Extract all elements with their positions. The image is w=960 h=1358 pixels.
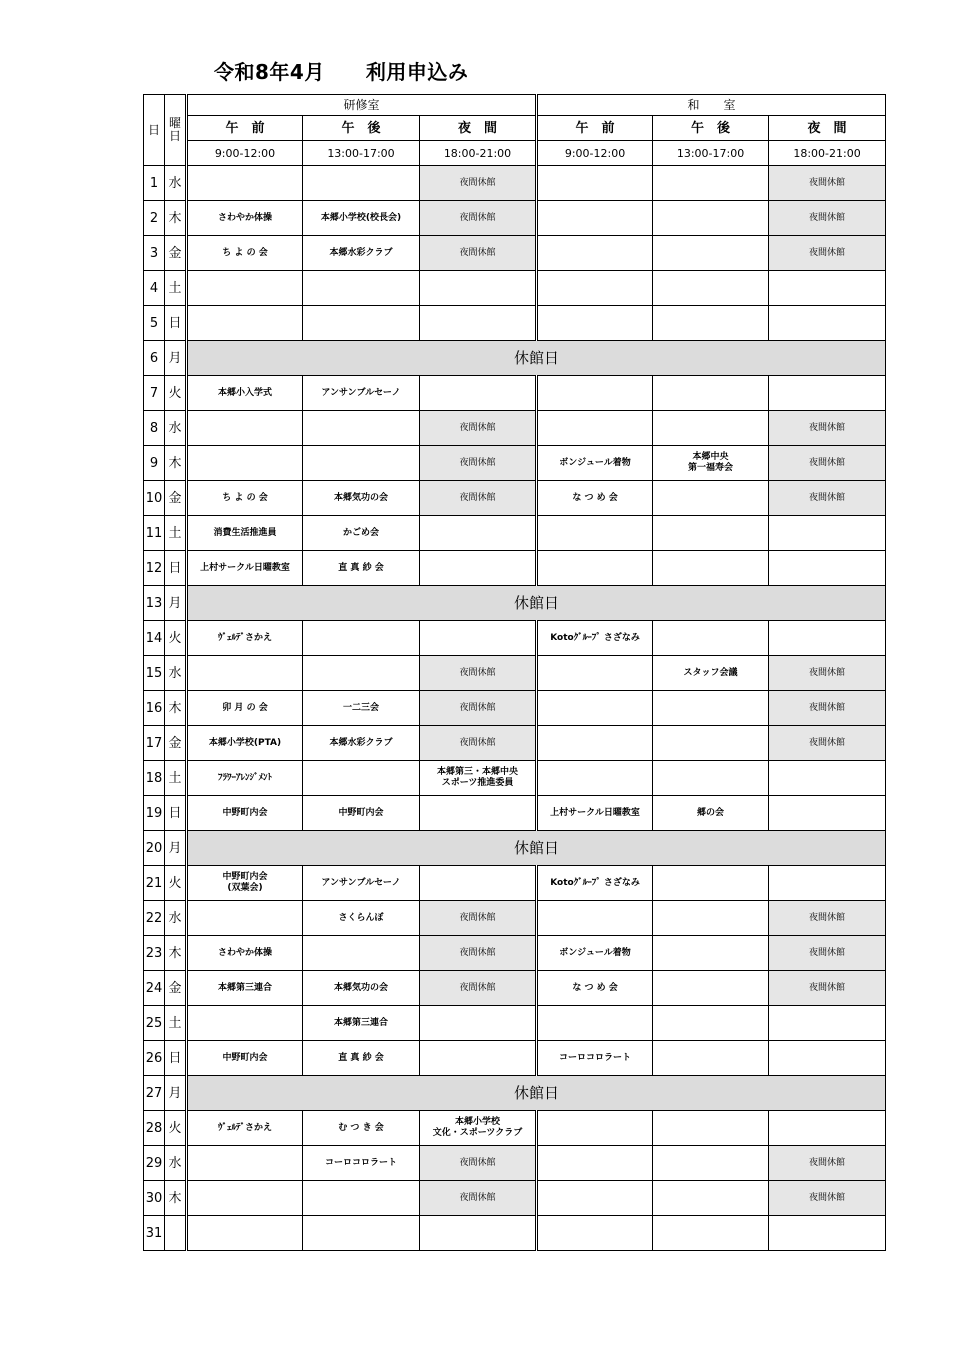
booking-cell[interactable] <box>537 411 653 446</box>
slot-time-header: 9:00-12:00 <box>187 141 303 166</box>
day-row <box>144 1146 886 1181</box>
booking-cell[interactable] <box>420 866 537 901</box>
night-closed-cell[interactable]: 夜間休館 <box>769 481 886 516</box>
booking-cell[interactable] <box>537 901 653 936</box>
night-closed-cell[interactable]: 夜間休館 <box>769 446 886 481</box>
day-row <box>144 621 886 656</box>
day-number: 13 <box>144 586 165 621</box>
night-closed-cell[interactable]: 夜間休館 <box>769 726 886 761</box>
booking-cell[interactable] <box>653 901 769 936</box>
night-closed-cell[interactable]: 夜間休館 <box>420 1181 537 1216</box>
booking-cell[interactable] <box>653 691 769 726</box>
weekday: 日 <box>165 306 187 341</box>
night-closed-cell[interactable]: 夜間休館 <box>420 691 537 726</box>
booking-cell[interactable] <box>303 936 420 971</box>
weekday: 日 <box>165 1041 187 1076</box>
day-number: 10 <box>144 481 165 516</box>
booking-cell[interactable] <box>769 866 886 901</box>
day-row <box>144 1076 886 1111</box>
booking-cell[interactable]: Kotoｸﾞﾙｰﾌﾟ さざなみ <box>537 621 653 656</box>
night-closed-cell[interactable]: 夜間休館 <box>420 481 537 516</box>
night-closed-cell[interactable]: 夜間休館 <box>769 1146 886 1181</box>
booking-cell[interactable] <box>420 551 537 586</box>
closed-day-cell: 休館日 <box>187 586 886 621</box>
booking-cell[interactable] <box>537 761 653 796</box>
booking-cell[interactable] <box>653 166 769 201</box>
booking-cell[interactable] <box>187 901 303 936</box>
booking-cell[interactable] <box>187 271 303 306</box>
booking-cell[interactable]: ｳﾞｪﾙﾃﾞさかえ <box>187 1111 303 1146</box>
weekday: 水 <box>165 656 187 691</box>
day-number: 20 <box>144 831 165 866</box>
booking-cell[interactable] <box>653 621 769 656</box>
booking-cell[interactable] <box>769 306 886 341</box>
day-number: 19 <box>144 796 165 831</box>
day-row <box>144 481 886 516</box>
booking-cell[interactable]: 直 真 紗 会 <box>303 551 420 586</box>
booking-cell[interactable] <box>653 551 769 586</box>
booking-cell[interactable]: 本郷中央 第一福寿会 <box>653 446 769 481</box>
weekday: 火 <box>165 621 187 656</box>
weekday: 金 <box>165 481 187 516</box>
slot-name-header: 午 後 <box>653 116 769 141</box>
night-closed-cell[interactable]: 夜間休館 <box>769 656 886 691</box>
booking-cell[interactable] <box>653 271 769 306</box>
booking-cell[interactable]: ボンジュール着物 <box>537 936 653 971</box>
booking-cell[interactable] <box>303 411 420 446</box>
weekday: 火 <box>165 866 187 901</box>
booking-cell[interactable]: 中野町内会 (双葉会) <box>187 866 303 901</box>
night-closed-cell[interactable]: 夜間休館 <box>420 971 537 1006</box>
closed-day-cell: 休館日 <box>187 341 886 376</box>
booking-cell[interactable] <box>303 271 420 306</box>
night-closed-cell[interactable]: 夜間休館 <box>420 166 537 201</box>
booking-cell[interactable]: ボンジュール着物 <box>537 446 653 481</box>
slot-name-header: 午 前 <box>537 116 653 141</box>
night-closed-cell[interactable]: 夜間休館 <box>769 971 886 1006</box>
day-row <box>144 691 886 726</box>
booking-cell[interactable] <box>537 1111 653 1146</box>
weekday <box>165 1216 187 1251</box>
day-row <box>144 201 886 236</box>
booking-cell[interactable] <box>537 166 653 201</box>
booking-cell[interactable] <box>653 411 769 446</box>
slot-name-header: 午 後 <box>303 116 420 141</box>
day-number: 2 <box>144 201 165 236</box>
day-row <box>144 166 886 201</box>
day-row <box>144 866 886 901</box>
booking-cell[interactable]: 郷の会 <box>653 796 769 831</box>
day-row <box>144 1216 886 1251</box>
booking-cell[interactable] <box>537 516 653 551</box>
booking-cell[interactable] <box>187 166 303 201</box>
booking-cell[interactable] <box>420 516 537 551</box>
booking-cell[interactable]: 中野町内会 <box>187 1041 303 1076</box>
day-number: 14 <box>144 621 165 656</box>
booking-cell[interactable] <box>187 446 303 481</box>
reservation-table <box>143 94 886 1251</box>
day-row <box>144 1041 886 1076</box>
weekday: 土 <box>165 761 187 796</box>
booking-cell[interactable]: アンサンブルセーノ <box>303 866 420 901</box>
booking-cell[interactable] <box>537 236 653 271</box>
booking-cell[interactable] <box>537 271 653 306</box>
booking-cell[interactable] <box>769 271 886 306</box>
booking-cell[interactable]: コーロコロラート <box>303 1146 420 1181</box>
header-weekday-char: 曜 <box>168 116 181 130</box>
weekday: 日 <box>165 551 187 586</box>
day-number: 15 <box>144 656 165 691</box>
booking-cell[interactable] <box>653 1181 769 1216</box>
day-row <box>144 236 886 271</box>
booking-cell[interactable]: 本郷気功の会 <box>303 481 420 516</box>
booking-cell[interactable] <box>537 1216 653 1251</box>
booking-cell[interactable] <box>653 936 769 971</box>
booking-cell[interactable] <box>303 621 420 656</box>
booking-cell[interactable]: ﾌﾗﾜｰｱﾚﾝｼﾞﾒﾝﾄ <box>187 761 303 796</box>
booking-cell[interactable] <box>187 411 303 446</box>
slot-name-header: 午 前 <box>187 116 303 141</box>
weekday: 水 <box>165 166 187 201</box>
day-number: 29 <box>144 1146 165 1181</box>
day-number: 31 <box>144 1216 165 1251</box>
booking-cell[interactable] <box>187 1216 303 1251</box>
booking-cell[interactable]: コーロコロラート <box>537 1041 653 1076</box>
weekday: 木 <box>165 1181 187 1216</box>
booking-cell[interactable]: ち よ の 会 <box>187 481 303 516</box>
booking-cell[interactable] <box>653 761 769 796</box>
night-closed-cell[interactable]: 夜間休館 <box>769 411 886 446</box>
booking-cell[interactable] <box>537 551 653 586</box>
weekday: 水 <box>165 901 187 936</box>
booking-cell[interactable]: 消費生活推進員 <box>187 516 303 551</box>
booking-cell[interactable] <box>420 621 537 656</box>
weekday: 木 <box>165 446 187 481</box>
booking-cell[interactable] <box>420 1006 537 1041</box>
day-number: 12 <box>144 551 165 586</box>
day-row <box>144 971 886 1006</box>
weekday: 土 <box>165 271 187 306</box>
booking-cell[interactable]: 本郷水彩クラブ <box>303 726 420 761</box>
booking-cell[interactable]: 直 真 紗 会 <box>303 1041 420 1076</box>
day-row <box>144 306 886 341</box>
booking-cell[interactable]: 本郷水彩クラブ <box>303 236 420 271</box>
night-closed-cell[interactable]: 夜間休館 <box>420 201 537 236</box>
day-number: 24 <box>144 971 165 1006</box>
weekday: 土 <box>165 516 187 551</box>
booking-cell[interactable] <box>303 166 420 201</box>
day-number: 22 <box>144 901 165 936</box>
booking-cell[interactable]: 本郷小入学式 <box>187 376 303 411</box>
weekday: 月 <box>165 1076 187 1111</box>
booking-cell[interactable] <box>420 306 537 341</box>
day-number: 26 <box>144 1041 165 1076</box>
header-room-washitsu: 和 室 <box>537 95 886 116</box>
booking-cell[interactable] <box>537 726 653 761</box>
booking-cell[interactable] <box>187 306 303 341</box>
day-row <box>144 936 886 971</box>
day-number: 4 <box>144 271 165 306</box>
booking-cell[interactable]: さわやか体操 <box>187 936 303 971</box>
weekday: 日 <box>165 796 187 831</box>
booking-cell[interactable]: Kotoｸﾞﾙｰﾌﾟ さざなみ <box>537 866 653 901</box>
day-row <box>144 446 886 481</box>
booking-cell[interactable] <box>769 796 886 831</box>
weekday: 火 <box>165 376 187 411</box>
booking-cell[interactable] <box>420 271 537 306</box>
booking-cell[interactable] <box>537 376 653 411</box>
day-number: 23 <box>144 936 165 971</box>
booking-cell[interactable]: さくらんぼ <box>303 901 420 936</box>
booking-cell[interactable]: スタッフ会議 <box>653 656 769 691</box>
slot-time-header: 13:00-17:00 <box>653 141 769 166</box>
day-number: 30 <box>144 1181 165 1216</box>
booking-cell[interactable] <box>653 1216 769 1251</box>
weekday: 木 <box>165 201 187 236</box>
day-row <box>144 516 886 551</box>
day-row <box>144 656 886 691</box>
booking-cell[interactable] <box>303 656 420 691</box>
night-closed-cell[interactable]: 夜間休館 <box>769 236 886 271</box>
booking-cell[interactable]: 本郷気功の会 <box>303 971 420 1006</box>
booking-cell[interactable] <box>653 201 769 236</box>
booking-cell[interactable] <box>769 1041 886 1076</box>
booking-cell[interactable]: さわやか体操 <box>187 201 303 236</box>
weekday: 月 <box>165 831 187 866</box>
weekday: 火 <box>165 1111 187 1146</box>
day-number: 1 <box>144 166 165 201</box>
header-day: 日 <box>144 95 165 166</box>
day-row <box>144 796 886 831</box>
closed-day-cell: 休館日 <box>187 831 886 866</box>
booking-cell[interactable] <box>303 761 420 796</box>
booking-cell[interactable] <box>653 1146 769 1181</box>
night-closed-cell[interactable]: 夜間休館 <box>420 411 537 446</box>
night-closed-cell[interactable]: 夜間休館 <box>420 901 537 936</box>
booking-cell[interactable]: な つ め 会 <box>537 971 653 1006</box>
booking-cell[interactable]: 卯 月 の 会 <box>187 691 303 726</box>
day-row <box>144 901 886 936</box>
booking-cell[interactable] <box>653 1111 769 1146</box>
weekday: 金 <box>165 726 187 761</box>
booking-cell[interactable] <box>187 656 303 691</box>
night-closed-cell[interactable]: 夜間休館 <box>769 901 886 936</box>
slot-time-header: 18:00-21:00 <box>769 141 886 166</box>
night-closed-cell[interactable]: 夜間休館 <box>420 936 537 971</box>
booking-cell[interactable] <box>769 1111 886 1146</box>
booking-cell[interactable]: 上村サークル日曜教室 <box>187 551 303 586</box>
night-closed-cell[interactable]: 夜間休館 <box>769 936 886 971</box>
day-row <box>144 376 886 411</box>
closed-day-cell: 休館日 <box>187 1076 886 1111</box>
day-number: 16 <box>144 691 165 726</box>
night-closed-cell[interactable]: 夜間休館 <box>420 656 537 691</box>
day-row <box>144 341 886 376</box>
day-number: 9 <box>144 446 165 481</box>
booking-cell[interactable] <box>769 761 886 796</box>
day-number: 17 <box>144 726 165 761</box>
day-number: 5 <box>144 306 165 341</box>
day-row <box>144 726 886 761</box>
weekday: 金 <box>165 971 187 1006</box>
booking-cell[interactable] <box>420 376 537 411</box>
weekday: 水 <box>165 1146 187 1181</box>
booking-cell[interactable] <box>537 656 653 691</box>
day-row <box>144 831 886 866</box>
day-row <box>144 411 886 446</box>
weekday: 土 <box>165 1006 187 1041</box>
day-number: 27 <box>144 1076 165 1111</box>
booking-cell[interactable]: な つ め 会 <box>537 481 653 516</box>
booking-cell[interactable] <box>653 376 769 411</box>
booking-cell[interactable] <box>769 1006 886 1041</box>
booking-cell[interactable] <box>653 516 769 551</box>
booking-cell[interactable]: 本郷小学校(校長会) <box>303 201 420 236</box>
booking-cell[interactable]: 一二三会 <box>303 691 420 726</box>
booking-cell[interactable] <box>537 1181 653 1216</box>
booking-cell[interactable]: 本郷小学校(PTA) <box>187 726 303 761</box>
day-row <box>144 1006 886 1041</box>
day-number: 28 <box>144 1111 165 1146</box>
booking-cell[interactable] <box>537 1006 653 1041</box>
day-number: 21 <box>144 866 165 901</box>
booking-cell[interactable] <box>187 1181 303 1216</box>
weekday: 月 <box>165 341 187 376</box>
booking-cell[interactable] <box>653 306 769 341</box>
night-closed-cell[interactable]: 夜間休館 <box>420 446 537 481</box>
day-row <box>144 1181 886 1216</box>
weekday: 金 <box>165 236 187 271</box>
booking-cell[interactable]: 本郷第三連合 <box>303 1006 420 1041</box>
slot-time-header: 18:00-21:00 <box>420 141 537 166</box>
booking-cell[interactable] <box>537 1146 653 1181</box>
booking-cell[interactable]: 本郷第三連合 <box>187 971 303 1006</box>
header-weekday <box>165 95 187 166</box>
booking-cell[interactable] <box>537 306 653 341</box>
night-closed-cell[interactable]: 夜間休館 <box>420 726 537 761</box>
booking-cell[interactable] <box>420 1041 537 1076</box>
slot-name-header: 夜 間 <box>769 116 886 141</box>
day-row <box>144 271 886 306</box>
day-number: 7 <box>144 376 165 411</box>
night-closed-cell[interactable]: 夜間休館 <box>769 691 886 726</box>
header-weekday-char: 日 <box>168 129 181 143</box>
day-row <box>144 761 886 796</box>
booking-cell[interactable] <box>653 971 769 1006</box>
booking-cell[interactable] <box>653 481 769 516</box>
booking-cell[interactable] <box>769 551 886 586</box>
booking-cell[interactable] <box>769 516 886 551</box>
booking-cell[interactable]: ｳﾞｪﾙﾃﾞさかえ <box>187 621 303 656</box>
day-number: 3 <box>144 236 165 271</box>
day-number: 18 <box>144 761 165 796</box>
night-closed-cell[interactable]: 夜間休館 <box>420 1146 537 1181</box>
weekday: 木 <box>165 936 187 971</box>
weekday: 木 <box>165 691 187 726</box>
booking-cell[interactable] <box>653 1041 769 1076</box>
booking-cell[interactable] <box>769 621 886 656</box>
booking-cell[interactable] <box>303 306 420 341</box>
booking-cell[interactable] <box>420 1216 537 1251</box>
booking-cell[interactable]: 上村サークル日曜教室 <box>537 796 653 831</box>
booking-cell[interactable] <box>303 1216 420 1251</box>
booking-cell[interactable]: かごめ会 <box>303 516 420 551</box>
day-row <box>144 1111 886 1146</box>
day-number: 8 <box>144 411 165 446</box>
booking-cell[interactable]: ち よ の 会 <box>187 236 303 271</box>
weekday: 水 <box>165 411 187 446</box>
booking-cell[interactable]: 本郷小学校 文化・スポーツクラブ <box>420 1111 537 1146</box>
booking-cell[interactable] <box>303 1181 420 1216</box>
day-row <box>144 551 886 586</box>
booking-cell[interactable] <box>653 1006 769 1041</box>
booking-cell[interactable] <box>187 1006 303 1041</box>
slot-time-header: 13:00-17:00 <box>303 141 420 166</box>
night-closed-cell[interactable]: 夜間休館 <box>769 201 886 236</box>
booking-cell[interactable] <box>769 376 886 411</box>
booking-cell[interactable]: 中野町内会 <box>187 796 303 831</box>
day-row <box>144 586 886 621</box>
booking-cell[interactable]: 中野町内会 <box>303 796 420 831</box>
booking-cell[interactable] <box>303 446 420 481</box>
booking-cell[interactable] <box>537 201 653 236</box>
day-number: 6 <box>144 341 165 376</box>
day-number: 25 <box>144 1006 165 1041</box>
booking-cell[interactable] <box>537 691 653 726</box>
slot-time-header: 9:00-12:00 <box>537 141 653 166</box>
booking-cell[interactable]: む つ き 会 <box>303 1111 420 1146</box>
booking-cell[interactable] <box>769 1216 886 1251</box>
slot-name-header: 夜 間 <box>420 116 537 141</box>
weekday: 月 <box>165 586 187 621</box>
booking-cell[interactable] <box>653 726 769 761</box>
page-title: 令和8年4月 利用申込み <box>214 60 469 84</box>
day-number: 11 <box>144 516 165 551</box>
booking-cell[interactable]: 本郷第三・本郷中央 スポーツ推進委員 <box>420 761 537 796</box>
booking-cell[interactable]: アンサンブルセーノ <box>303 376 420 411</box>
booking-cell[interactable] <box>420 796 537 831</box>
night-closed-cell[interactable]: 夜間休館 <box>420 236 537 271</box>
night-closed-cell[interactable]: 夜間休館 <box>769 1181 886 1216</box>
booking-cell[interactable] <box>653 866 769 901</box>
booking-cell[interactable] <box>653 236 769 271</box>
night-closed-cell[interactable]: 夜間休館 <box>769 166 886 201</box>
booking-cell[interactable] <box>187 1146 303 1181</box>
header-room-kenshu: 研修室 <box>187 95 537 116</box>
